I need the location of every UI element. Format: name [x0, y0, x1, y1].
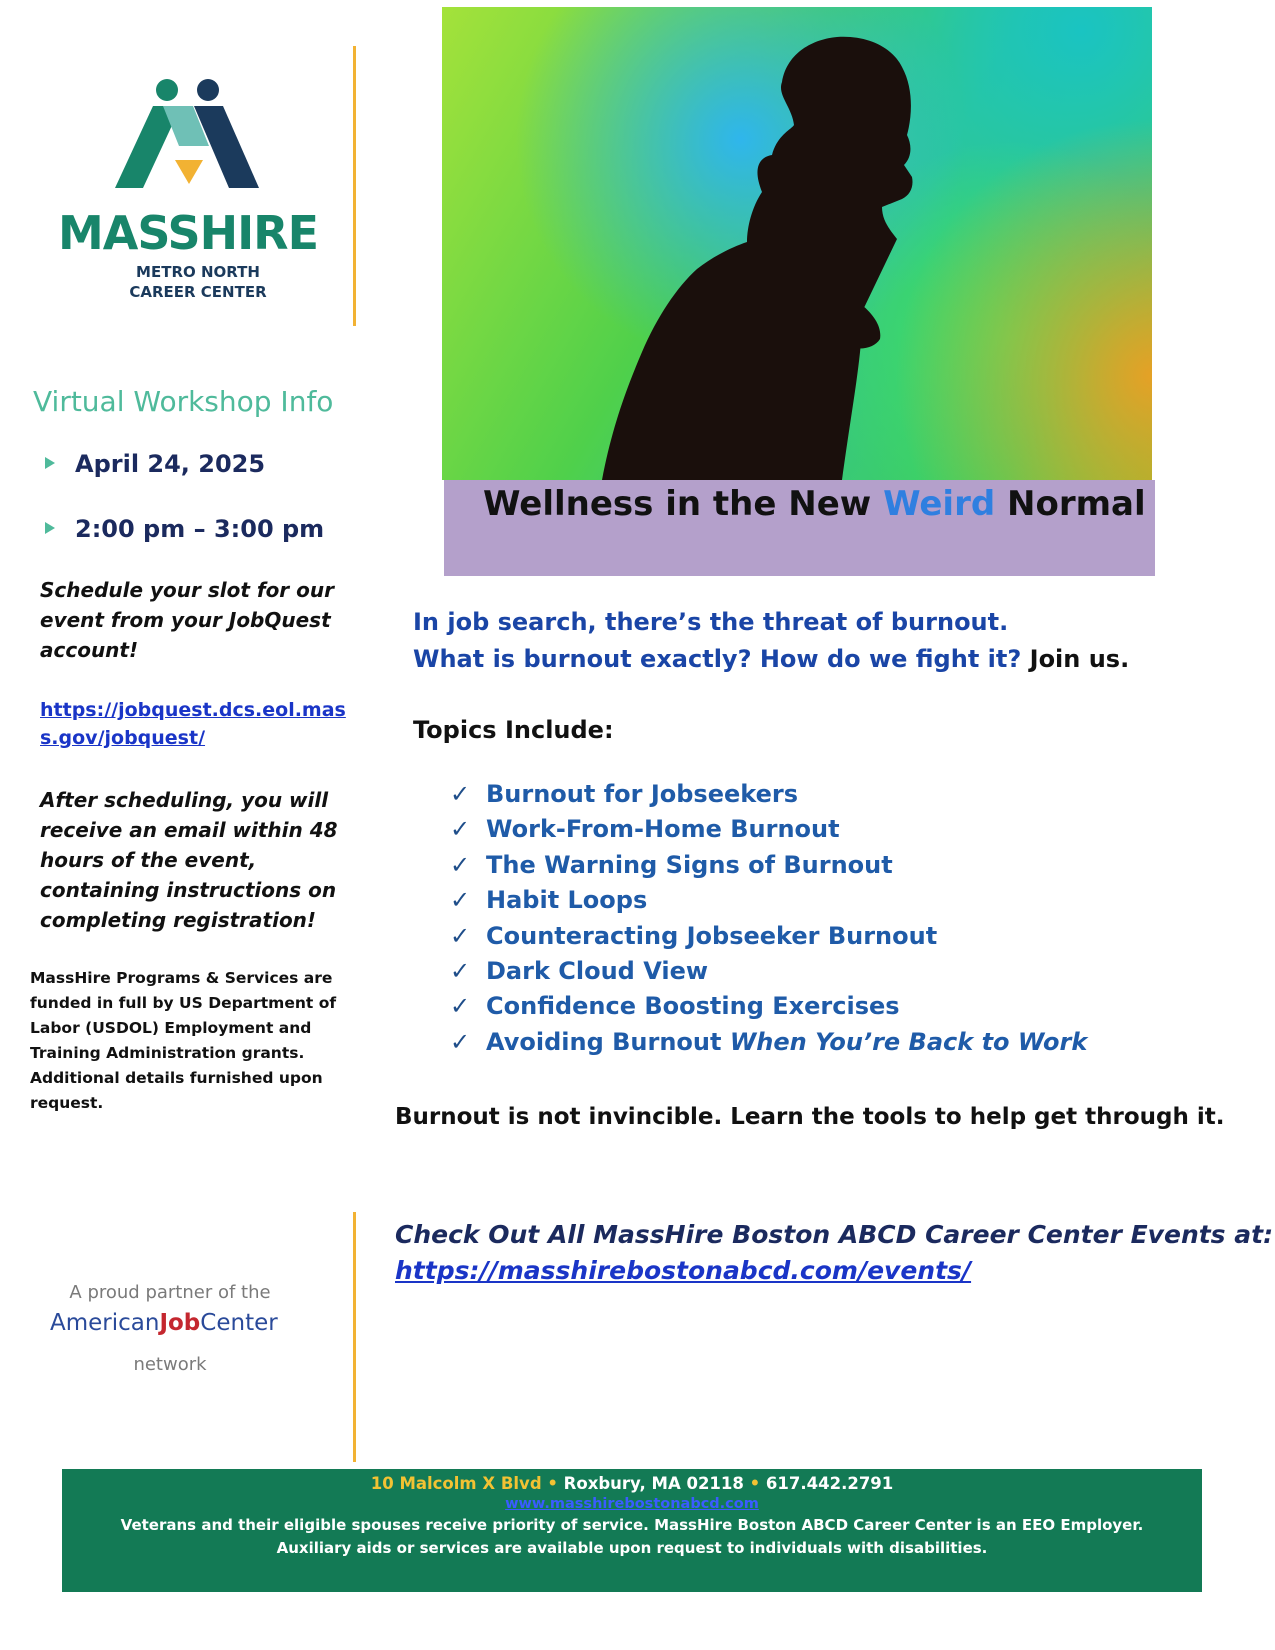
footer-separator: •: [743, 1474, 766, 1493]
list-item: [450, 815, 1087, 850]
hero-image: [442, 7, 1152, 480]
logo-subtitle-line2: CAREER CENTER: [129, 283, 267, 301]
list-item: [450, 780, 1087, 815]
footer-notice: [62, 1514, 1202, 1560]
checkmark-icon: ✓: [450, 992, 471, 1021]
ajc-network-text: network: [133, 1354, 207, 1375]
masshire-wordmark: MASSHIRE: [58, 206, 319, 260]
footer-notice-line1: Veterans and their eligible spouses receive priority of service. MassHire Boston ABCD Career Center is an EEO Employer.: [120, 1516, 1144, 1534]
column-divider-bottom: [353, 1212, 356, 1462]
event-title-accent: Weird: [883, 484, 996, 524]
column-divider-top: [353, 46, 356, 326]
logo-subtitle-line1: METRO NORTH: [136, 263, 260, 281]
checkmark-icon: ✓: [450, 1027, 471, 1056]
footer-notice-line2: Auxiliary aids or services are available upon request to individuals with disabilities.: [276, 1539, 988, 1557]
topic-text: Dark Cloud View: [486, 956, 709, 985]
bullet-triangle-icon: [45, 522, 55, 534]
workshop-date-text: April 24, 2025: [75, 450, 266, 478]
topic-text: The Warning Signs of Burnout: [486, 850, 893, 879]
closing-statement: Burnout is not invincible. Learn the tools to help get through it.: [395, 1104, 1225, 1130]
footer-city: Roxbury, MA 02118: [563, 1474, 744, 1493]
list-item: [450, 886, 1087, 921]
topics-heading: Topics Include:: [413, 716, 614, 744]
workshop-date: [45, 450, 265, 478]
person-silhouette-icon: [442, 7, 1152, 480]
topic-text: Avoiding Burnout: [486, 1027, 730, 1056]
schedule-note: Schedule your slot for our event from your JobQuest account!: [40, 578, 334, 662]
bullet-triangle-icon: [45, 457, 55, 469]
workshop-time-text: 2:00 pm – 3:00 pm: [75, 515, 325, 543]
list-item: [450, 957, 1087, 992]
masshire-logo-icon: [115, 78, 270, 193]
footer-website-link[interactable]: www.masshirebostonabcd.com: [505, 1496, 759, 1512]
intro-line-2-question: What is burnout exactly? How do we fight it?: [413, 645, 1022, 673]
topics-list: [450, 780, 1087, 1063]
topic-text: Work-From-Home Burnout: [486, 815, 840, 844]
event-title-part2: Normal: [995, 484, 1146, 524]
intro-line-1: In job search, there’s the threat of burnout.: [413, 608, 1009, 636]
ajc-logo-part2: Job: [159, 1310, 201, 1336]
ajc-logo-part1: American: [50, 1310, 160, 1336]
topic-text: Habit Loops: [486, 886, 648, 915]
events-heading: Check Out All MassHire Boston ABCD Career Center Events at:: [395, 1220, 1274, 1249]
list-item: [450, 922, 1087, 957]
list-item: [450, 1028, 1087, 1063]
checkmark-icon: ✓: [450, 921, 471, 950]
footer-separator: •: [541, 1474, 564, 1493]
workshop-time: [45, 515, 324, 543]
checkmark-icon: ✓: [450, 815, 471, 844]
ajc-logo-part3: Center: [200, 1310, 278, 1336]
checkmark-icon: ✓: [450, 850, 471, 879]
intro-line-2: [413, 645, 1129, 673]
logo-subtitle: [58, 262, 338, 302]
workshop-info-heading: Virtual Workshop Info: [33, 385, 334, 418]
event-title-part1: Wellness in the New: [483, 484, 884, 524]
after-scheduling-note: After scheduling, you will receive an email within 48 hours of the event, containing instructions on completing registration!: [40, 788, 338, 932]
footer-contact: [62, 1474, 1202, 1493]
events-link[interactable]: https://masshirebostonabcd.com/events/: [395, 1256, 972, 1285]
topic-text: Confidence Boosting Exercises: [486, 992, 900, 1021]
list-item: [450, 851, 1087, 886]
footer-phone: 617.442.2791: [765, 1474, 894, 1493]
topic-text: Burnout for Jobseekers: [486, 780, 798, 808]
footer-website: [62, 1496, 1202, 1512]
jobquest-link[interactable]: https://jobquest.dcs.eol.mass.gov/jobquest/: [40, 699, 346, 749]
checkmark-icon: ✓: [450, 956, 471, 985]
topic-text: Counteracting Jobseeker Burnout: [486, 921, 938, 950]
footer: [62, 1469, 1202, 1592]
checkmark-icon: ✓: [450, 886, 471, 915]
topic-text-italic: When You’re Back to Work: [729, 1027, 1088, 1056]
funding-note: MassHire Programs & Services are funded in full by US Department of Labor (USDOL) Employment and Training Administration grants. Additional details furnished upon request.: [30, 969, 337, 1112]
partner-text: A proud partner of the: [69, 1282, 271, 1303]
intro-line-2-join: Join us.: [1021, 645, 1130, 673]
footer-address: 10 Malcolm X Blvd: [370, 1474, 542, 1493]
checkmark-icon: ✓: [450, 780, 471, 808]
american-job-center-logo: [50, 1310, 310, 1336]
list-item: [450, 992, 1087, 1027]
event-title: [483, 484, 1146, 524]
